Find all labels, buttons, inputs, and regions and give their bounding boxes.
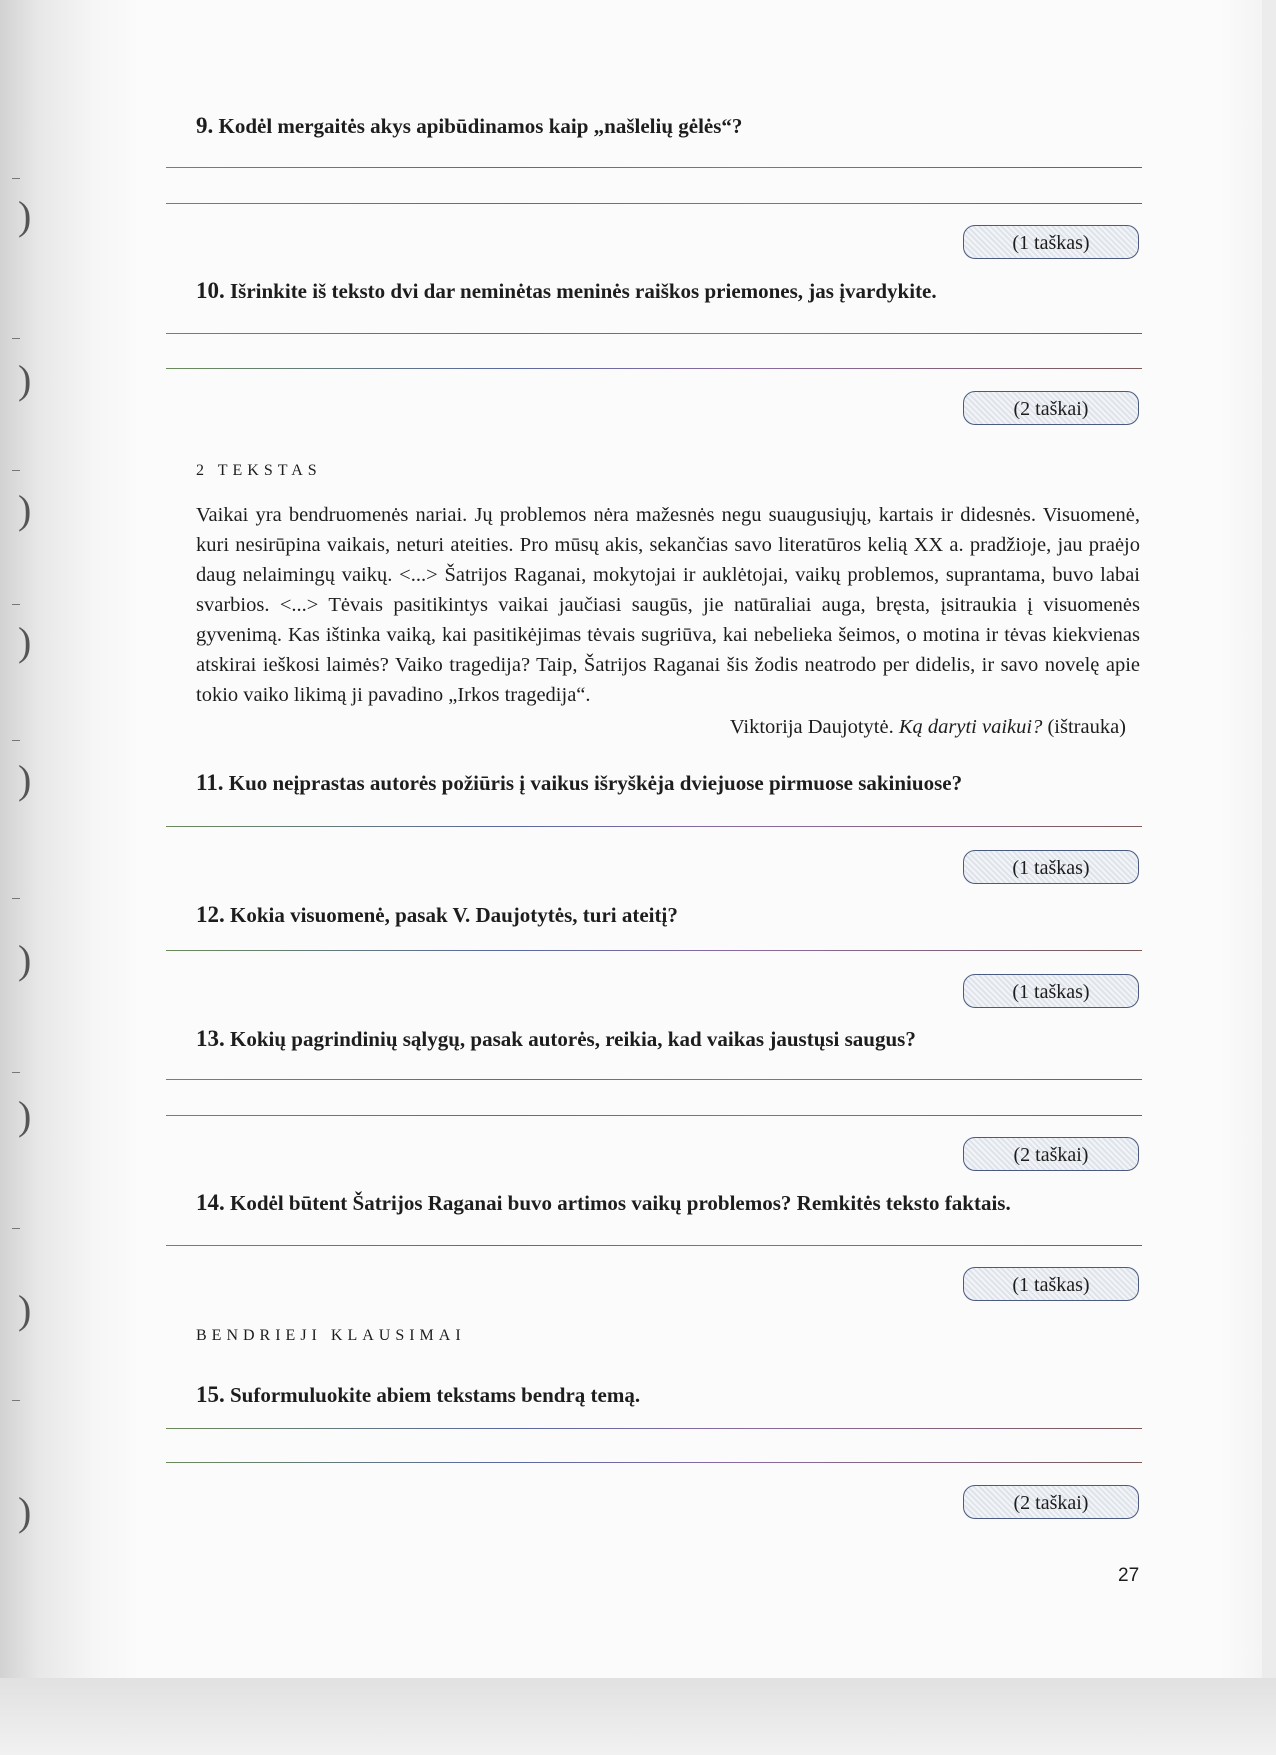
question-9 (196, 113, 742, 139)
question-number: 9. (196, 113, 214, 138)
author: Viktorija Daujotytė. (729, 716, 894, 738)
question-10 (196, 278, 937, 304)
answer-line[interactable] (166, 1079, 1142, 1080)
answer-line[interactable] (166, 1428, 1142, 1429)
question-number: 14. (196, 1190, 225, 1215)
points-badge: (2 taškai) (963, 1485, 1139, 1519)
answer-line[interactable] (166, 167, 1142, 168)
answer-line[interactable] (166, 950, 1142, 951)
answer-line[interactable] (166, 1462, 1142, 1463)
excerpt-note: (ištrauka) (1047, 716, 1126, 738)
binding-margin-marks: ) ) ) ) ) ) ) ) ) (0, 0, 40, 1678)
passage-body: Vaikai yra bendruomenės nariai. Jų problemos nėra mažesnės negu suaugusiųjų, kartais ir didesnės. Visuomenė, kuri nesirūpina vaikais, neturi ateities. Pro mūsų akis, sekančias savo literatūros kelią XX a. pradžioje, jau praėjo daug nelaimingų vaikų. <...> Šatrijos Raganai, mokytojai ir auklėtojai, vaikų problemos, suprantama, buvo labai svarbios. <...> Tėvais pasitikintys vaikai jaučiasi saugūs, jie natūraliai auga, bręsta, įsitraukia į visuomenės gyvenimą. Kas ištinka vaiką, kai pasitikėjimas tėvais sugriūva, kai nebelieka šeimos, o motina ir tėvas kiekvienas atskirai ieškosi laimės? Vaiko tragedija? Taip, Šatrijos Raganai šis žodis neatrodo per didelis, ir savo novelę apie tokio vaiko likimą ji pavadino „Irkos tragedija“. (196, 504, 1140, 706)
question-text: Išrinkite iš teksto dvi dar neminėtas meninės raiškos priemones, jas įvardykite. (230, 279, 937, 303)
question-number: 11. (196, 770, 224, 795)
question-text: Kokia visuomenė, pasak V. Daujotytės, turi ateitį? (230, 903, 678, 927)
question-number: 12. (196, 902, 225, 927)
points-badge: (2 taškai) (963, 1137, 1139, 1171)
question-number: 15. (196, 1382, 225, 1407)
question-text: Kodėl mergaitės akys apibūdinamos kaip „našlelių gėlės“? (218, 114, 743, 138)
scan-bottom-edge (0, 1678, 1276, 1755)
question-12 (196, 902, 678, 928)
points-badge: (1 taškas) (963, 1267, 1139, 1301)
question-number: 13. (196, 1026, 225, 1051)
text-passage (196, 500, 1140, 710)
answer-line[interactable] (166, 203, 1142, 204)
points-badge: (1 taškas) (963, 850, 1139, 884)
section-heading: BENDRIEJI KLAUSIMAI (196, 1327, 466, 1344)
question-15 (196, 1382, 640, 1408)
passage-attribution (730, 716, 1126, 739)
question-14 (196, 1190, 1011, 1216)
question-text: Kodėl būtent Šatrijos Raganai buvo artimos vaikų problemos? Remkitės teksto faktais. (230, 1191, 1011, 1215)
points-badge: (1 taškas) (963, 974, 1139, 1008)
points-badge: (1 taškas) (963, 225, 1139, 259)
question-text: Kokių pagrindinių sąlygų, pasak autorės, reikia, kad vaikas jaustųsi saugus? (230, 1027, 916, 1051)
points-badge: (2 taškai) (963, 391, 1139, 425)
answer-line[interactable] (166, 1245, 1142, 1246)
question-text: Suformuluokite abiem tekstams bendrą temą. (230, 1383, 641, 1407)
page-number: 27 (1118, 1565, 1140, 1586)
question-13 (196, 1026, 916, 1052)
section-heading: 2 TEKSTAS (196, 462, 322, 479)
answer-line[interactable] (166, 1115, 1142, 1116)
answer-line[interactable] (166, 368, 1142, 369)
question-11 (196, 770, 962, 796)
question-text: Kuo neįprastas autorės požiūris į vaikus išryškėja dviejuose pirmuose sakiniuose? (228, 771, 963, 795)
answer-line[interactable] (166, 826, 1142, 827)
question-number: 10. (196, 278, 225, 303)
work-title: Ką daryti vaikui? (898, 716, 1043, 738)
answer-line[interactable] (166, 333, 1142, 334)
